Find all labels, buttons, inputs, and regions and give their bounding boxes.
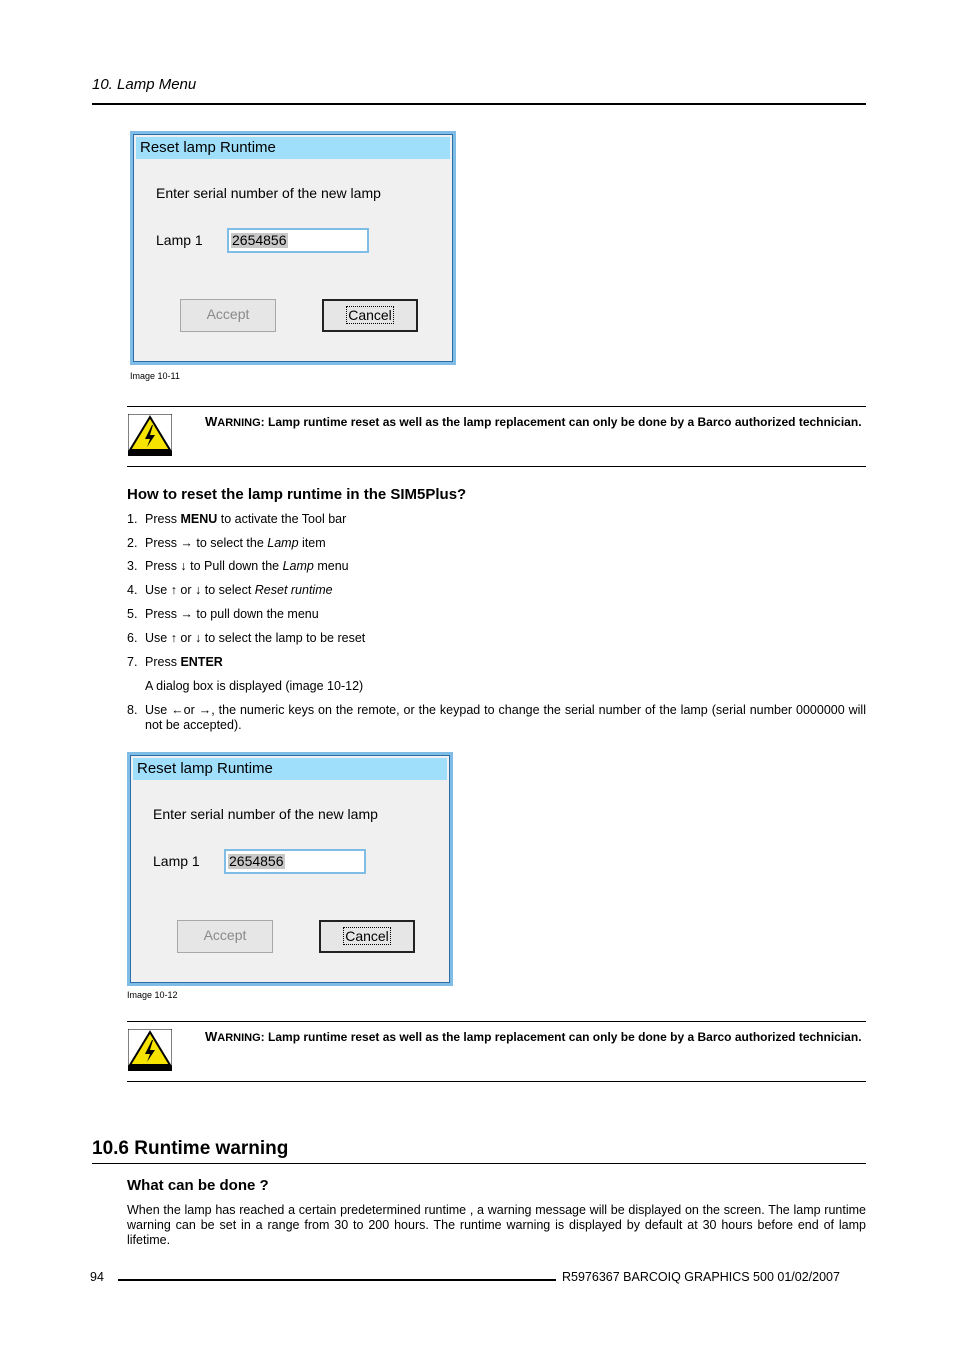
list-item: 5. Press → to pull down the menu (127, 607, 319, 621)
header-rule (92, 103, 866, 105)
accept-button[interactable]: Accept (177, 920, 273, 953)
procedure-heading: How to reset the lamp runtime in the SIM5Plus? (127, 486, 467, 503)
lamp-label: Lamp 1 (156, 232, 203, 248)
warning-text: WARNING: Lamp runtime reset as well as the lamp replacement can only be done by a Barco authorized technician. (205, 414, 862, 429)
dialog-prompt: Enter serial number of the new lamp (156, 185, 381, 201)
warning-text: WARNING: Lamp runtime reset as well as the lamp replacement can only be done by a Barco authorized technician. (205, 1029, 862, 1044)
dialog-body (133, 780, 447, 980)
dialog-prompt: Enter serial number of the new lamp (153, 806, 378, 822)
warning-icon (128, 1029, 172, 1071)
dialog-body (136, 159, 450, 359)
list-item: 8. Use ←or →, the numeric keys on the remote, or the keypad to change the serial number of the lamp (serial number 0000000 will not be accepted). (127, 703, 866, 732)
reset-lamp-dialog-2 (127, 752, 453, 986)
serial-input[interactable] (227, 228, 369, 253)
warning-rule-bottom (127, 466, 866, 467)
reset-lamp-dialog-1 (130, 131, 456, 365)
list-item: 2. Press → to select the Lamp item (127, 536, 326, 550)
cancel-label: Cancel (345, 928, 389, 944)
list-item: 1. Press MENU to activate the Tool bar (127, 512, 347, 526)
image-caption-2: Image 10-12 (127, 990, 178, 1000)
warning-rule-bottom (127, 1081, 866, 1082)
section-paragraph: When the lamp has reached a certain predetermined runtime , a warning message will be displayed on the screen. The lamp runtime warning can be set in a range from 30 to 200 hours. The runtime warning is displayed by default at 30 hours before end of lamp lifetime. (127, 1203, 866, 1247)
footer-rule (118, 1279, 556, 1281)
lamp-label: Lamp 1 (153, 853, 200, 869)
list-item: A dialog box is displayed (image 10-12) (145, 679, 364, 693)
cancel-button[interactable] (322, 299, 418, 332)
accept-button[interactable]: Accept (180, 299, 276, 332)
list-item: 3. Press ↓ to Pull down the Lamp menu (127, 559, 349, 573)
footer-doc-info: R5976367 BARCOIQ GRAPHICS 500 01/02/2007 (562, 1270, 840, 1284)
dialog-title: Reset lamp Runtime (136, 137, 450, 159)
section-heading: 10.6 Runtime warning (92, 1138, 289, 1159)
serial-value: 2654856 (229, 853, 284, 869)
section-subheading: What can be done ? (127, 1177, 269, 1194)
cancel-label: Cancel (348, 307, 392, 323)
serial-input[interactable] (224, 849, 366, 874)
warning-message: Lamp runtime reset as well as the lamp replacement can only be done by a Barco authorized technician. (268, 1030, 862, 1044)
chapter-header: 10. Lamp Menu (92, 76, 197, 93)
warning-rule-top (127, 1021, 866, 1022)
warning-icon (128, 414, 172, 456)
warning-message: Lamp runtime reset as well as the lamp replacement can only be done by a Barco authorized technician. (268, 415, 862, 429)
serial-value: 2654856 (232, 232, 287, 248)
list-item: 6. Use ↑ or ↓ to select the lamp to be reset (127, 631, 366, 645)
dialog-title: Reset lamp Runtime (133, 758, 447, 780)
page-number: 94 (90, 1270, 104, 1284)
list-item: 7. Press ENTER (127, 655, 223, 669)
warning-rule-top (127, 406, 866, 407)
section-rule (92, 1163, 866, 1164)
image-caption-1: Image 10-11 (130, 371, 180, 381)
list-item: 4. Use ↑ or ↓ to select Reset runtime (127, 583, 333, 597)
cancel-button[interactable] (319, 920, 415, 953)
